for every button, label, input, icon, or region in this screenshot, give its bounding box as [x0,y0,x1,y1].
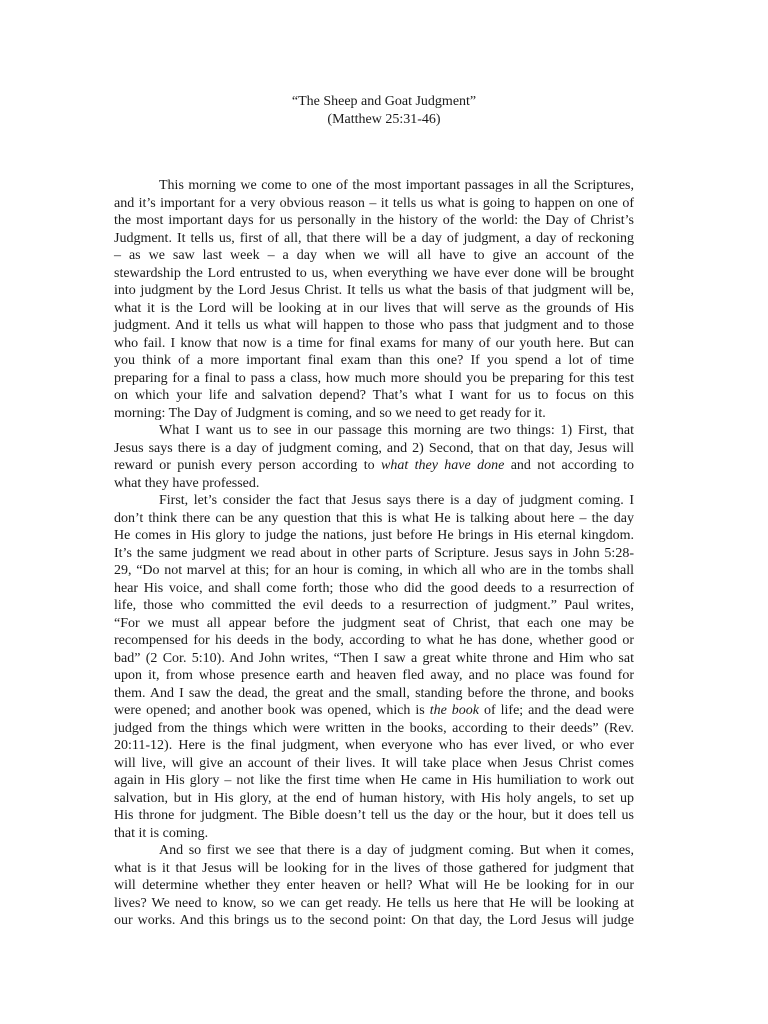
emphasized-text: what they have done [381,458,505,473]
text-line: 20:11-12). Here is the final judgment, when everyone who has ever lived, or who ever [114,738,634,753]
text-line: them. And I saw the dead, the great and the small, standing before the throne, and books [114,685,634,701]
text-line: morning: The Day of Judgment is coming, and so we need to get ready for it. [114,405,546,421]
text-line: what it is the Lord will be looking at in our lives that will serve as the grounds of His [114,300,634,316]
title-block [0,93,768,128]
text-line: stewardship the Lord entrusted to us, when everything we have ever done will be brought [114,265,634,281]
text-line: on which your life and salvation depend? That’s what I want for us to focus on this [114,388,634,403]
text-segment: reward or punish every person according to [114,458,381,473]
text-line: bad” (2 Cor. 5:10). And John writes, “Then I saw a great white throne and Him who sat [114,650,634,666]
text-segment: and not according to [504,458,635,473]
text-line: that it is coming. [114,825,209,841]
text-line: First, let’s consider the fact that Jesus says there is a day of judgment coming. I [159,493,634,508]
text-line [114,702,634,720]
text-segment: of life; and the dead were [479,703,634,718]
text-line: salvation, but in His glory, at the end of human history, with His holy angels, to set up [114,790,634,806]
text-line: and it’s important for a very obvious reason – it tells us what is going to happen on one of [114,195,634,211]
text-line: He comes in His glory to judge the nations, just before He brings in His eternal kingdom. [114,528,634,543]
emphasized-text: the book [429,703,480,718]
text-line: Judgment. It tells us, first of all, that there will be a day of judgment, a day of reckoning [114,230,634,246]
document-title: “The Sheep and Goat Judgment” [291,94,477,109]
text-line: will live, will give an account of their lives. It will take place when Jesus Christ comes [114,755,634,771]
text-line: upon it, from whose presence earth and heaven fled away, and no place was found for [114,668,634,683]
text-line: judged from the things which were written in the books, according to their deeds” (Rev. [114,720,634,736]
text-line: into judgment by the Lord Jesus Christ. It tells us what the basis of that judgment will be, [114,283,634,298]
text-line: hear His voice, and shall come forth; those who did the good deeds to a resurrection of [114,580,634,596]
text-line: Jesus says there is a day of judgment coming, and 2) Second, that on that day, Jesus will [114,440,634,456]
text-line: will determine whether they enter heaven or hell? What will He be looking for in our [114,878,634,893]
text-line: “For we must all appear before the judgment seat of Christ, that each one may be [114,615,634,631]
sermon-body [114,177,634,930]
text-line: life, those who committed the evil deeds to a resurrection of judgment.” Paul writes, [114,598,634,613]
text-line: what they have professed. [114,475,260,491]
text-line: 29, “Do not marvel at this; for an hour is coming, in which all who are in the tombs shall [114,563,634,578]
text-line: And so first we see that there is a day of judgment coming. But when it comes, [159,843,634,858]
text-line: who fail. I know that now is a time for final exams for many of our youth here. But can [114,335,634,351]
text-line [114,457,634,475]
text-line: don’t think there can be any question that this is what He is talking about here – the day [114,510,634,526]
text-line: What I want us to see in our passage this morning are two things: 1) First, that [159,423,634,438]
text-line: This morning we come to one of the most important passages in all the Scriptures, [159,178,634,193]
text-line: judgment. And it tells us what will happen to those who pass that judgment and to those [114,318,634,333]
text-line: the most important days for us personally in the history of the world: the Day of Christ’s [114,213,634,228]
scripture-reference: (Matthew 25:31-46) [327,111,441,127]
text-line: what is it that Jesus will be looking for in the lives of those gathered for judgment that [114,860,634,876]
text-segment: were opened; and another book was opened, which is [114,703,430,718]
text-line: again in His glory – not like the first time when He came in His humiliation to work out [114,773,634,788]
text-line: you think of a more important final exam than this one? If you spend a lot of time [114,353,634,368]
text-line: recompensed for his deeds in the body, according to what he has done, whether good or [114,633,634,648]
text-line: – as we saw last week – a day when we will all have to give an account of the [114,248,634,263]
text-line: our works. And this brings us to the second point: On that day, the Lord Jesus will judge [114,913,634,928]
text-line: It’s the same judgment we read about in other parts of Scripture. Jesus says in John 5:28- [114,545,634,561]
text-line: His throne for judgment. The Bible doesn’t tell us the day or the hour, but it does tell us [114,808,634,823]
text-line: lives? We need to know, so we can get ready. He tells us here that He will be looking at [114,895,634,911]
text-line: preparing for a final to pass a class, how much more should you be preparing for this test [114,370,634,386]
